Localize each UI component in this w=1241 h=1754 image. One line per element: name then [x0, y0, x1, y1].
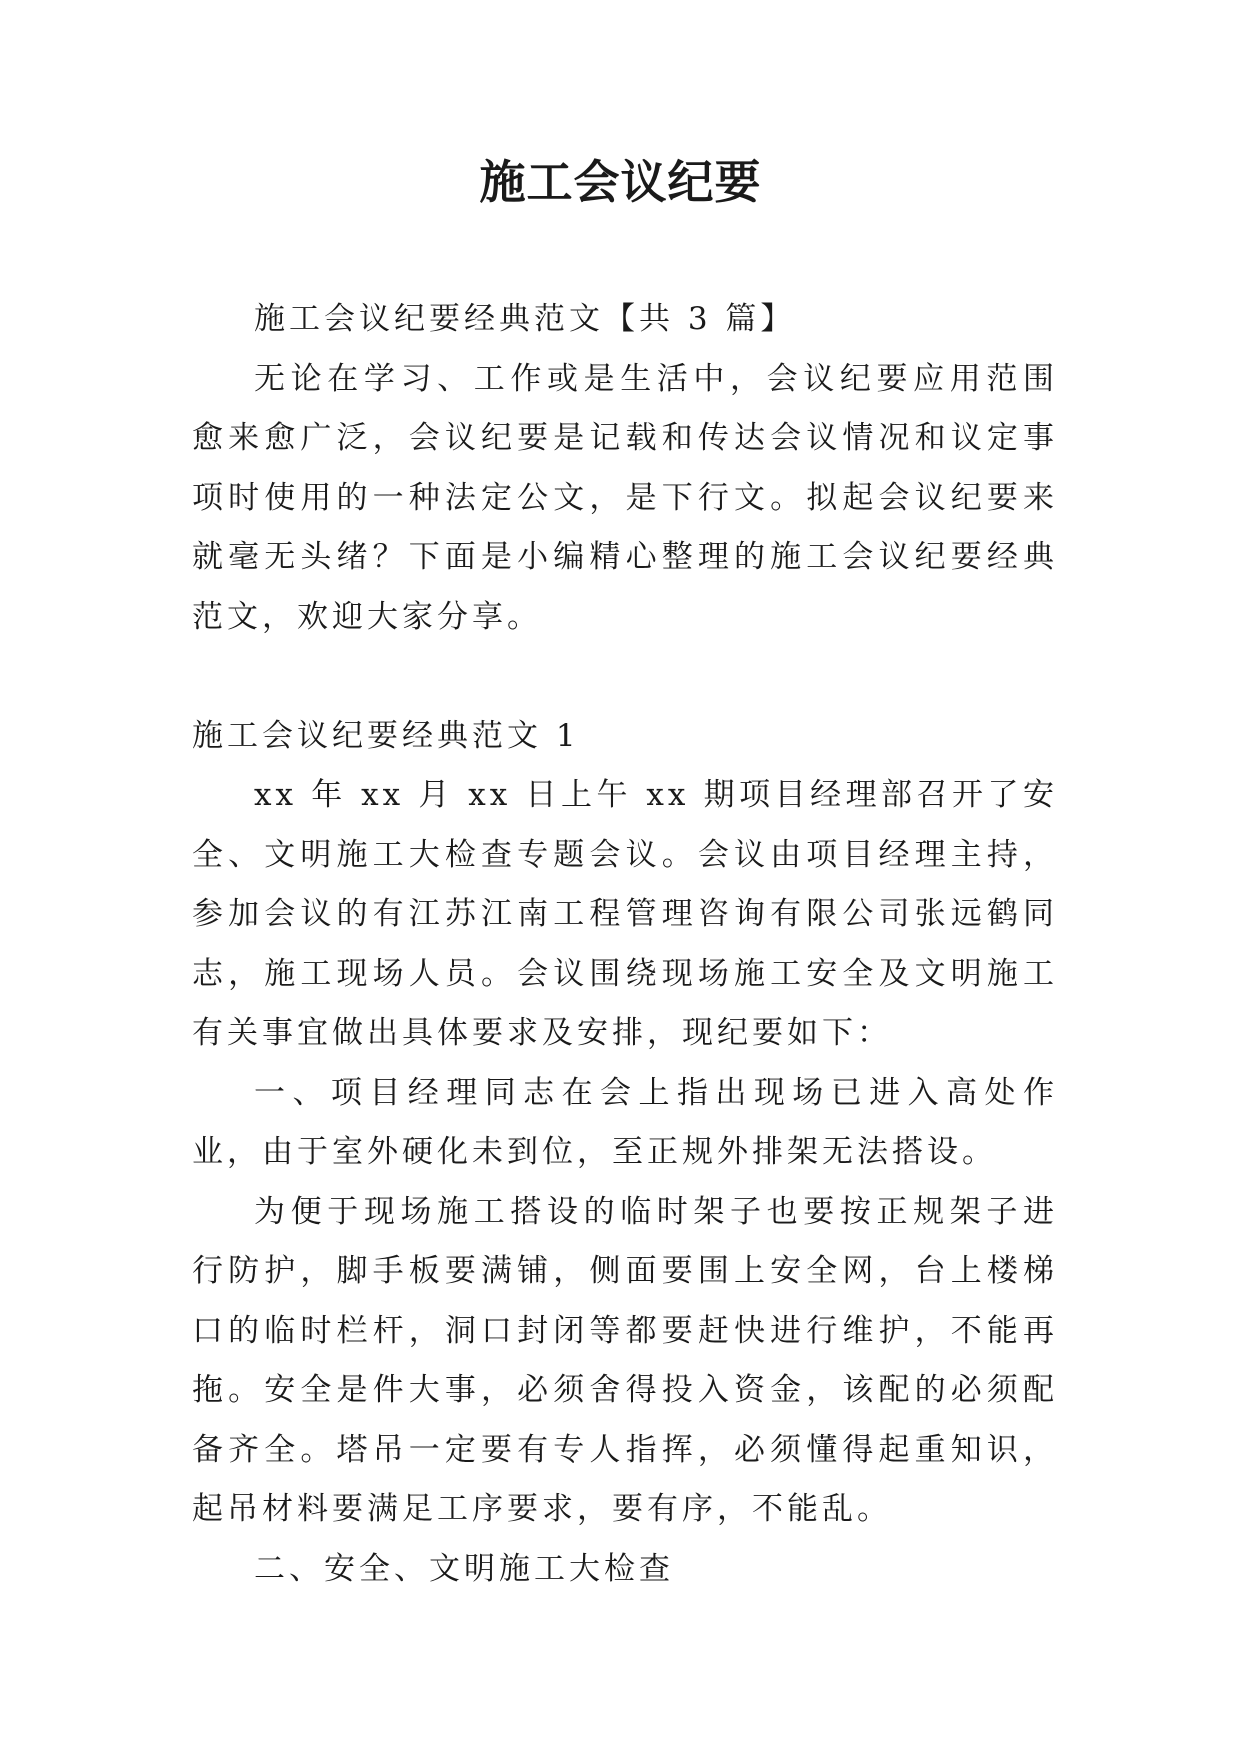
- document-body: [192, 290, 1058, 1599]
- subtitle-paragraph: 施工会议纪要经典范文【共 3 篇】: [254, 301, 796, 337]
- intro-paragraph: 无论在学习、工作或是生活中，会议纪要应用范围愈来愈广泛，会议纪要是记载和传达会议情况和议定事项时使用的一种法定公文，是下行文。拟起会议纪要来就毫无头绪？下面是小编精心整理的施工会议纪要经典范文，欢迎大家分享。: [192, 360, 1058, 635]
- document-title: 施工会议纪要: [479, 155, 762, 209]
- section-spacer: [192, 647, 1058, 707]
- body-paragraph: 一、项目经理同志在会上指出现场已进入高处作业，由于室外硬化未到位，至正规外排架无法搭设。: [192, 1074, 1058, 1170]
- body-paragraph: 为便于现场施工搭设的临时架子也要按正规架子进行防护，脚手板要满铺，侧面要围上安全网，台上楼梯口的临时栏杆，洞口封闭等都要赶快进行维护，不能再拖。安全是件大事，必须舍得投入资金，该配的必须配备齐全。塔吊一定要有专人指挥，必须懂得起重知识，起吊材料要满足工序要求，要有序，不能乱。: [192, 1193, 1058, 1527]
- section-heading: 施工会议纪要经典范文 1: [192, 717, 580, 754]
- body-paragraph: xx 年 xx 月 xx 日上午 xx 期项目经理部召开了安全、文明施工大检查专题会议。会议由项目经理主持，参加会议的有江苏江南工程管理咨询有限公司张远鹤同志，施工现场人员。会议围绕现场施工安全及文明施工有关事宜做出具体要求及安排，现纪要如下：: [192, 777, 1058, 1051]
- body-paragraph: 二、安全、文明施工大检查: [254, 1550, 674, 1587]
